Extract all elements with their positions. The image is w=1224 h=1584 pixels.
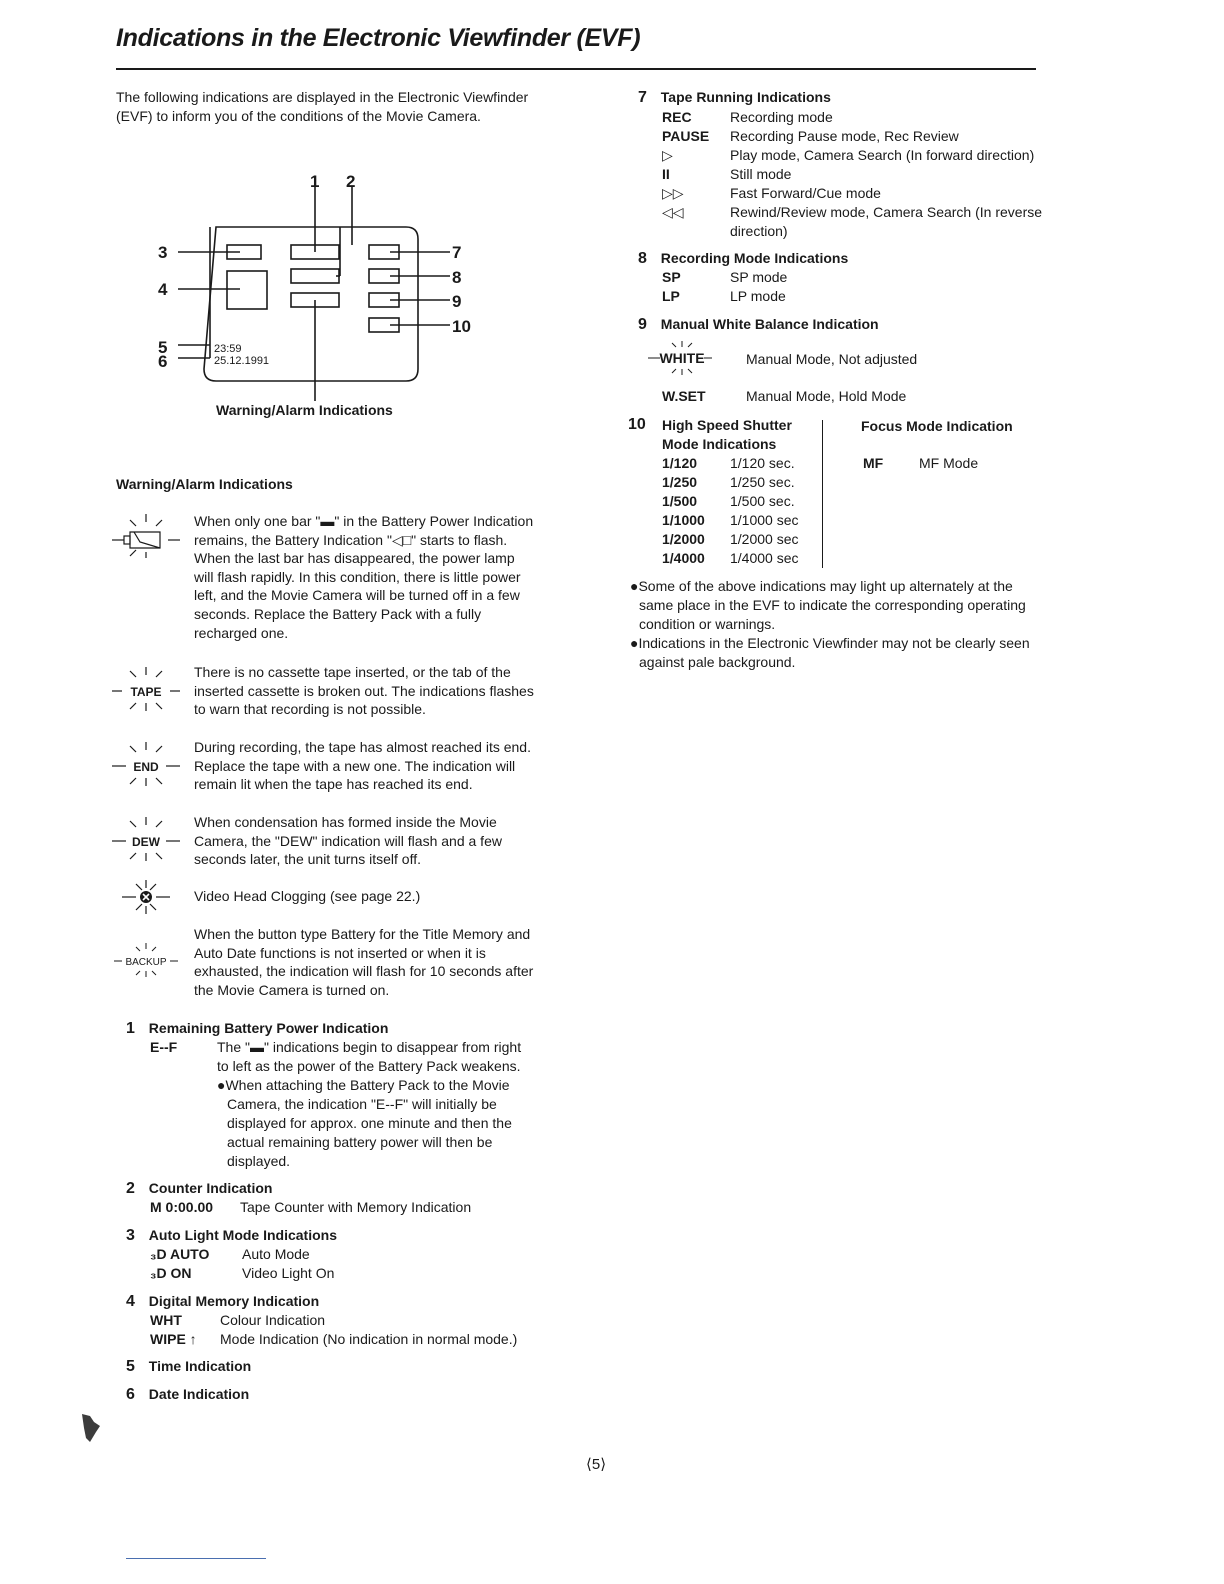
text-line: Replace the tape with a new one. The indication will bbox=[194, 757, 516, 774]
row-code: M 0:00.00 bbox=[150, 1199, 214, 1215]
text-line: High Speed Shutter bbox=[662, 417, 792, 433]
notes bbox=[630, 577, 1030, 672]
text-line: to left as the power of the Battery Pack weakens. bbox=[217, 1058, 521, 1074]
warning-text-headclog bbox=[194, 887, 420, 906]
item-9 bbox=[638, 315, 879, 334]
backup-icon-label: BACKUP bbox=[125, 957, 167, 968]
diagram-label-10: 10 bbox=[452, 317, 471, 336]
text-line: left, and the Movie Camera will be turned off in a few bbox=[194, 587, 520, 604]
item-9-row-desc: Manual Mode, Not adjusted bbox=[746, 351, 918, 367]
row-desc: SP mode bbox=[730, 269, 788, 285]
diagram-caption: Warning/Alarm Indications bbox=[216, 402, 393, 418]
row-desc: Play mode, Camera Search (In forward direction) bbox=[730, 147, 1035, 163]
warning-text-battery bbox=[194, 512, 533, 642]
warning-text-dew bbox=[194, 813, 502, 869]
footer-line bbox=[126, 1558, 266, 1559]
item-heading: Date Indication bbox=[148, 1386, 250, 1402]
text-line: When condensation has formed inside the Movie bbox=[194, 814, 497, 830]
page-number: ⟨5⟩ bbox=[586, 1456, 607, 1473]
row-code: 1/2000 bbox=[662, 531, 705, 547]
item-7 bbox=[638, 88, 831, 107]
title-rule bbox=[116, 68, 1036, 70]
item-1-desc bbox=[217, 1038, 521, 1076]
row-code: PAUSE bbox=[662, 128, 710, 144]
item-1-bullet bbox=[217, 1076, 512, 1171]
warning-text-end bbox=[194, 738, 531, 794]
text-line: inserted cassette is broken out. The indications flashes bbox=[194, 682, 534, 699]
row-code: 1/4000 bbox=[662, 550, 705, 566]
text-line: Camera, the "DEW" indication will flash and a few bbox=[194, 832, 502, 849]
tape-flash-icon bbox=[110, 663, 182, 711]
row-desc: Fast Forward/Cue mode bbox=[730, 185, 881, 201]
row-desc: Mode Indication (No indication in normal mode.) bbox=[220, 1331, 518, 1347]
item-2-row bbox=[150, 1198, 471, 1217]
item-number: 4 bbox=[126, 1293, 135, 1310]
tape-icon-label: TAPE bbox=[130, 685, 162, 699]
item-10-rows bbox=[662, 454, 799, 568]
item-heading: Remaining Battery Power Indication bbox=[148, 1020, 389, 1036]
warning-text-tape bbox=[194, 663, 534, 719]
text-line: displayed. bbox=[227, 1153, 291, 1169]
intro-line: (EVF) to inform you of the conditions of the Movie Camera. bbox=[116, 108, 481, 124]
white-icon-label: WHITE bbox=[659, 350, 705, 366]
row-code: ₃D ON bbox=[150, 1265, 192, 1281]
row-code: ₃D AUTO bbox=[150, 1246, 210, 1262]
row-code: 1/250 bbox=[662, 474, 698, 490]
diagram-label-1: 1 bbox=[310, 172, 320, 191]
white-flash-icon bbox=[646, 337, 726, 381]
item-4-row bbox=[150, 1330, 517, 1349]
row-desc: Recording Pause mode, Rec Review bbox=[730, 128, 959, 144]
backup-flash-icon bbox=[110, 939, 182, 987]
focus-row bbox=[863, 454, 978, 473]
text-line: remain lit when the tape has reached its end. bbox=[194, 776, 473, 793]
warning-heading: Warning/Alarm Indications bbox=[116, 476, 293, 492]
text-line: The "▬" indications begin to disappear from right bbox=[217, 1039, 522, 1055]
item-8 bbox=[638, 249, 848, 268]
note-line: against pale background. bbox=[639, 654, 796, 670]
item-10-heading bbox=[662, 416, 792, 454]
item-number: 7 bbox=[638, 89, 647, 106]
focus-heading: Focus Mode Indication bbox=[861, 418, 1013, 434]
text-line: exhausted, the indication will flash for 10 seconds after bbox=[194, 963, 534, 980]
row-code: W.SET bbox=[662, 388, 706, 404]
scan-mark-icon bbox=[80, 1412, 110, 1444]
item-6 bbox=[126, 1385, 249, 1404]
item-4-row bbox=[150, 1311, 325, 1330]
box-4 bbox=[227, 271, 267, 309]
row-desc: 1/500 sec. bbox=[730, 493, 795, 509]
item-3-row bbox=[150, 1264, 334, 1283]
note-line: ●Some of the above indications may light up alternately at the bbox=[630, 578, 1013, 594]
text-line: During recording, the tape has almost reached its end. bbox=[194, 739, 531, 755]
diagram-label-4: 4 bbox=[158, 280, 168, 299]
box-8a bbox=[291, 269, 339, 283]
text-line: will flash rapidly. In this condition, there is little power bbox=[194, 568, 521, 585]
diagram-time: 23:59 bbox=[214, 343, 242, 355]
item-number: 8 bbox=[638, 250, 647, 267]
item-number: 2 bbox=[126, 1180, 135, 1197]
item-number: 9 bbox=[638, 316, 647, 333]
text-line: displayed for approx. one minute and then the bbox=[227, 1115, 512, 1131]
row-desc: Still mode bbox=[730, 166, 792, 182]
text-line: Camera, the indication "E--F" will initially be bbox=[227, 1096, 497, 1112]
evf-diagram bbox=[150, 165, 490, 425]
item-heading: Recording Mode Indications bbox=[660, 250, 849, 266]
text-line: to warn that recording is not possible. bbox=[194, 701, 426, 718]
warning-text-backup bbox=[194, 925, 533, 999]
item-heading: Counter Indication bbox=[148, 1180, 273, 1196]
end-flash-icon bbox=[110, 738, 182, 786]
page-title: Indications in the Electronic Viewfinder (EVF) bbox=[116, 24, 641, 52]
diagram-label-2: 2 bbox=[346, 172, 356, 191]
item-number: 10 bbox=[628, 416, 646, 433]
intro-paragraph bbox=[116, 88, 566, 126]
item-number: 3 bbox=[126, 1227, 135, 1244]
row-desc: Auto Mode bbox=[242, 1246, 310, 1262]
item-1-code: E--F bbox=[150, 1039, 178, 1055]
head-clog-icon bbox=[110, 880, 182, 928]
fast-forward-icon: ▷▷ bbox=[662, 185, 684, 201]
text-line: seconds later, the unit turns itself off. bbox=[194, 851, 421, 868]
column-divider bbox=[822, 420, 823, 568]
item-2 bbox=[126, 1179, 272, 1198]
text-line: the Movie Camera is turned on. bbox=[194, 981, 390, 998]
row-code: LP bbox=[662, 288, 680, 304]
row-code: SP bbox=[662, 269, 681, 285]
row-desc: LP mode bbox=[730, 288, 786, 304]
item-3-row bbox=[150, 1245, 310, 1264]
row-desc: Manual Mode, Hold Mode bbox=[746, 388, 907, 404]
diagram-label-3: 3 bbox=[158, 243, 168, 262]
text-line: recharged one. bbox=[194, 624, 289, 641]
dew-flash-icon bbox=[110, 813, 182, 861]
diagram-date: 25.12.1991 bbox=[214, 355, 270, 367]
text-line: seconds. Replace the Battery Pack with a fully bbox=[194, 605, 482, 622]
note-line: condition or warnings. bbox=[639, 616, 776, 632]
battery-flash-icon bbox=[110, 512, 182, 560]
text-line: When the button type Battery for the Title Memory and bbox=[194, 926, 531, 942]
text-line: actual remaining battery power will then be bbox=[227, 1134, 493, 1150]
row-code: WHT bbox=[150, 1312, 182, 1328]
dew-icon-label: DEW bbox=[132, 835, 160, 849]
row-desc: 1/120 sec. bbox=[730, 455, 795, 471]
row-code: REC bbox=[662, 109, 692, 125]
row-desc: Colour Indication bbox=[220, 1312, 326, 1328]
rewind-icon: ◁◁ bbox=[662, 204, 684, 220]
row-code: 1/500 bbox=[662, 493, 698, 509]
diagram-label-5: 5 bbox=[158, 338, 168, 357]
item-number: 1 bbox=[126, 1020, 135, 1037]
text-line: When the last bar has disappeared, the power lamp bbox=[194, 550, 515, 567]
diagram-label-6: 6 bbox=[158, 352, 168, 371]
item-number: 6 bbox=[126, 1386, 135, 1403]
diagram-label-8: 8 bbox=[452, 268, 462, 287]
diagram-label-9: 9 bbox=[452, 292, 462, 311]
text-line: Mode Indications bbox=[662, 436, 777, 452]
end-icon-label: END bbox=[133, 760, 159, 774]
row-desc: direction) bbox=[730, 223, 788, 239]
row-desc: 1/1000 sec bbox=[730, 512, 799, 528]
item-5 bbox=[126, 1357, 251, 1376]
row-desc: Rewind/Review mode, Camera Search (In reverse bbox=[730, 204, 1043, 220]
row-code: WIPE ↑ bbox=[150, 1331, 197, 1347]
text-line: There is no cassette tape inserted, or the tab of the bbox=[194, 664, 511, 680]
item-10 bbox=[628, 415, 646, 434]
note-line: same place in the EVF to indicate the corresponding operating bbox=[639, 597, 1026, 613]
item-heading: Manual White Balance Indication bbox=[660, 316, 879, 332]
row-desc: Recording mode bbox=[730, 109, 833, 125]
text-line: ●When attaching the Battery Pack to the Movie bbox=[217, 1077, 510, 1093]
item-7-rows bbox=[662, 108, 1042, 241]
row-code: 1/1000 bbox=[662, 512, 705, 528]
text-line: When only one bar "▬" in the Battery Power Indication bbox=[194, 513, 534, 529]
intro-line: The following indications are displayed in the Electronic Viewfinder bbox=[116, 89, 529, 105]
text-line: Video Head Clogging (see page 22.) bbox=[194, 888, 421, 904]
item-heading: Digital Memory Indication bbox=[148, 1293, 320, 1309]
item-3 bbox=[126, 1226, 337, 1245]
text-line: remains, the Battery Indication "◁□" starts to flash. bbox=[194, 531, 508, 548]
diagram-label-7: 7 bbox=[452, 243, 462, 262]
row-code: MF bbox=[863, 455, 884, 471]
text-line: Auto Date functions is not inserted or when it is bbox=[194, 944, 486, 961]
item-number: 5 bbox=[126, 1358, 135, 1375]
item-8-rows bbox=[662, 268, 787, 306]
play-icon: ▷ bbox=[662, 147, 673, 163]
row-desc: Video Light On bbox=[242, 1265, 335, 1281]
item-4 bbox=[126, 1292, 319, 1311]
row-desc: MF Mode bbox=[919, 455, 979, 471]
row-code: 1/120 bbox=[662, 455, 698, 471]
row-desc: 1/250 sec. bbox=[730, 474, 795, 490]
item-heading: Auto Light Mode Indications bbox=[148, 1227, 337, 1243]
still-icon: II bbox=[662, 166, 670, 182]
item-heading: Tape Running Indications bbox=[660, 89, 831, 105]
row-desc: Tape Counter with Memory Indication bbox=[240, 1199, 472, 1215]
item-1 bbox=[126, 1019, 388, 1038]
note-line: ●Indications in the Electronic Viewfinder may not be clearly seen bbox=[630, 635, 1030, 651]
row-desc: 1/2000 sec bbox=[730, 531, 799, 547]
item-heading: Time Indication bbox=[148, 1358, 252, 1374]
row-desc: 1/4000 sec bbox=[730, 550, 799, 566]
item-9-row bbox=[662, 387, 906, 406]
